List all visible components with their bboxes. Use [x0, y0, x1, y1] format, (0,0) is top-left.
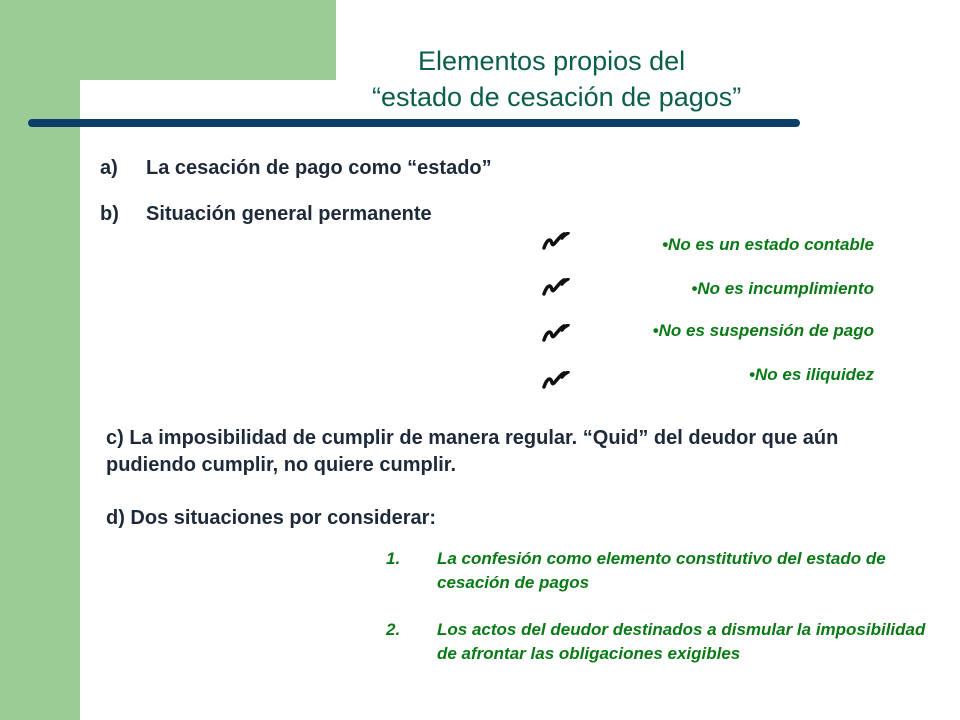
top-decoration [80, 0, 336, 80]
checkmark-icon [540, 278, 570, 302]
slide-title-line-2: “estado de cesación de pagos” [372, 82, 742, 112]
numbered-item-1-text: La confesión como elemento constitutivo del estado de cesación de pagos [437, 549, 886, 592]
checkmark-icon [540, 371, 570, 395]
subpoint-iliquidez: •No es iliquidez [749, 365, 874, 384]
item-c: c) La imposibilidad de cumplir de manera regular. “Quid” del deudor que aún pudiendo cumplir, no quiere cumplir. [106, 427, 839, 476]
item-d: d) Dos situaciones por considerar: [106, 507, 437, 529]
item-b [100, 201, 432, 227]
subpoint-suspension: •No es suspensión de pago [652, 321, 874, 340]
title-underline [28, 119, 800, 127]
item-b-label: b) [100, 203, 119, 225]
checkmark-icon [540, 324, 570, 348]
numbered-item-1 [386, 547, 946, 595]
subpoint-incumplimiento: •No es incumplimiento [691, 279, 874, 298]
item-b-text: Situación general permanente [146, 203, 432, 225]
numbered-item-2-number: 2. [386, 620, 401, 639]
item-a-label: a) [100, 157, 118, 179]
slide-title-line-1: Elementos propios del [418, 46, 686, 76]
numbered-item-2 [386, 618, 946, 666]
numbered-item-1-number: 1. [386, 549, 401, 568]
side-decoration [0, 0, 80, 720]
checkmark-icon [540, 232, 570, 256]
item-a-text: La cesación de pago como “estado” [146, 157, 492, 179]
subpoint-contable: •No es un estado contable [662, 235, 874, 254]
item-a [100, 155, 492, 181]
numbered-item-2-text: Los actos del deudor destinados a dismular la imposibilidad de afrontar las obligaciones exigibles [437, 620, 926, 663]
